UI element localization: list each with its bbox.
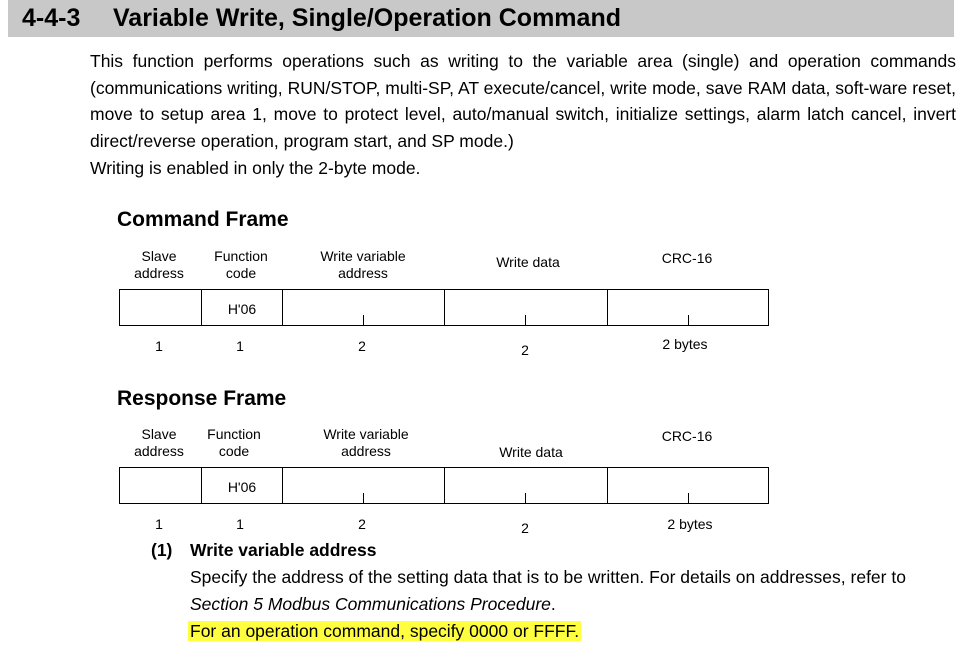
section-number: 4-4-3 [22, 4, 81, 32]
section-title: Variable Write, Single/Operation Command [113, 4, 621, 32]
response-frame-cell-write-variable-address [282, 468, 444, 503]
command-frame-cell-crc16 [607, 290, 768, 325]
command-frame-bytes-address: 2 [358, 338, 366, 354]
response-frame-bytes-slave: 1 [155, 516, 163, 532]
response-frame-cell-crc16 [607, 468, 768, 503]
command-frame-bytes-data: 2 [521, 342, 529, 358]
command-frame-cell-write-variable-address [282, 290, 444, 325]
response-frame-label-slave-address: Slave address [134, 426, 184, 459]
highlighted-note: For an operation command, specify 0000 or FFFF. [190, 621, 580, 641]
response-frame-label-write-data: Write data [499, 444, 563, 460]
response-frame-cell-function-code: H'06 [201, 468, 282, 503]
item-1-body [190, 564, 958, 645]
response-frame-label-write-variable-address: Write variable address [323, 426, 409, 459]
command-frame-cell-function-code: H'06 [201, 290, 282, 325]
intro-text: This function performs operations such as writing to the variable area (single) and operation commands (communications writing, RUN/STOP, multi-SP, AT execute/cancel, write mode, save RAM data, soft-ware reset, move to setup area 1, move to protect level, auto/manual switch, initialize settings, alarm latch cancel, invert direct/reverse operation, program start, and SP mode.) [90, 51, 956, 151]
command-frame-bytes-crc: 2 bytes [662, 336, 708, 352]
command-frame-label-crc16: CRC-16 [661, 250, 713, 266]
intro-paragraph [90, 48, 956, 154]
response-frame-label-crc16: CRC-16 [661, 428, 713, 444]
item-1-description: Specify the address of the setting data that is to be written. For details on addresses, refer to Section 5 Modbus Communications Procedure. [190, 567, 906, 614]
command-frame-bytes-function: 1 [236, 338, 244, 354]
command-frame-label-write-variable-address: Write variable address [320, 248, 406, 281]
response-frame-bytes-address: 2 [358, 516, 366, 532]
command-frame-cell-write-data [444, 290, 607, 325]
command-frame-label-write-data: Write data [496, 254, 560, 270]
command-frame-title: Command Frame [117, 208, 289, 231]
response-frame-diagram [119, 467, 769, 504]
response-frame-bytes-function: 1 [236, 516, 244, 532]
command-frame-diagram [119, 289, 769, 326]
item-1-number: (1) [151, 540, 173, 560]
section-reference: Section 5 Modbus Communications Procedure [190, 594, 551, 614]
command-frame-label-function-code: Function code [214, 248, 268, 281]
command-frame-label-slave-address: Slave address [134, 248, 184, 281]
response-frame-label-function-code: Function code [207, 426, 261, 459]
response-frame-bytes-crc: 2 bytes [667, 516, 713, 532]
command-frame-bytes-slave: 1 [155, 338, 163, 354]
command-frame-cell-slave-address [120, 290, 201, 325]
section-header [8, 0, 954, 37]
item-1-title: Write variable address [190, 540, 377, 560]
intro-note: Writing is enabled in only the 2-byte mode. [90, 158, 421, 178]
response-frame-title: Response Frame [117, 387, 287, 410]
response-frame-cell-slave-address [120, 468, 201, 503]
response-frame-bytes-data: 2 [521, 520, 529, 536]
response-frame-cell-write-data [444, 468, 607, 503]
